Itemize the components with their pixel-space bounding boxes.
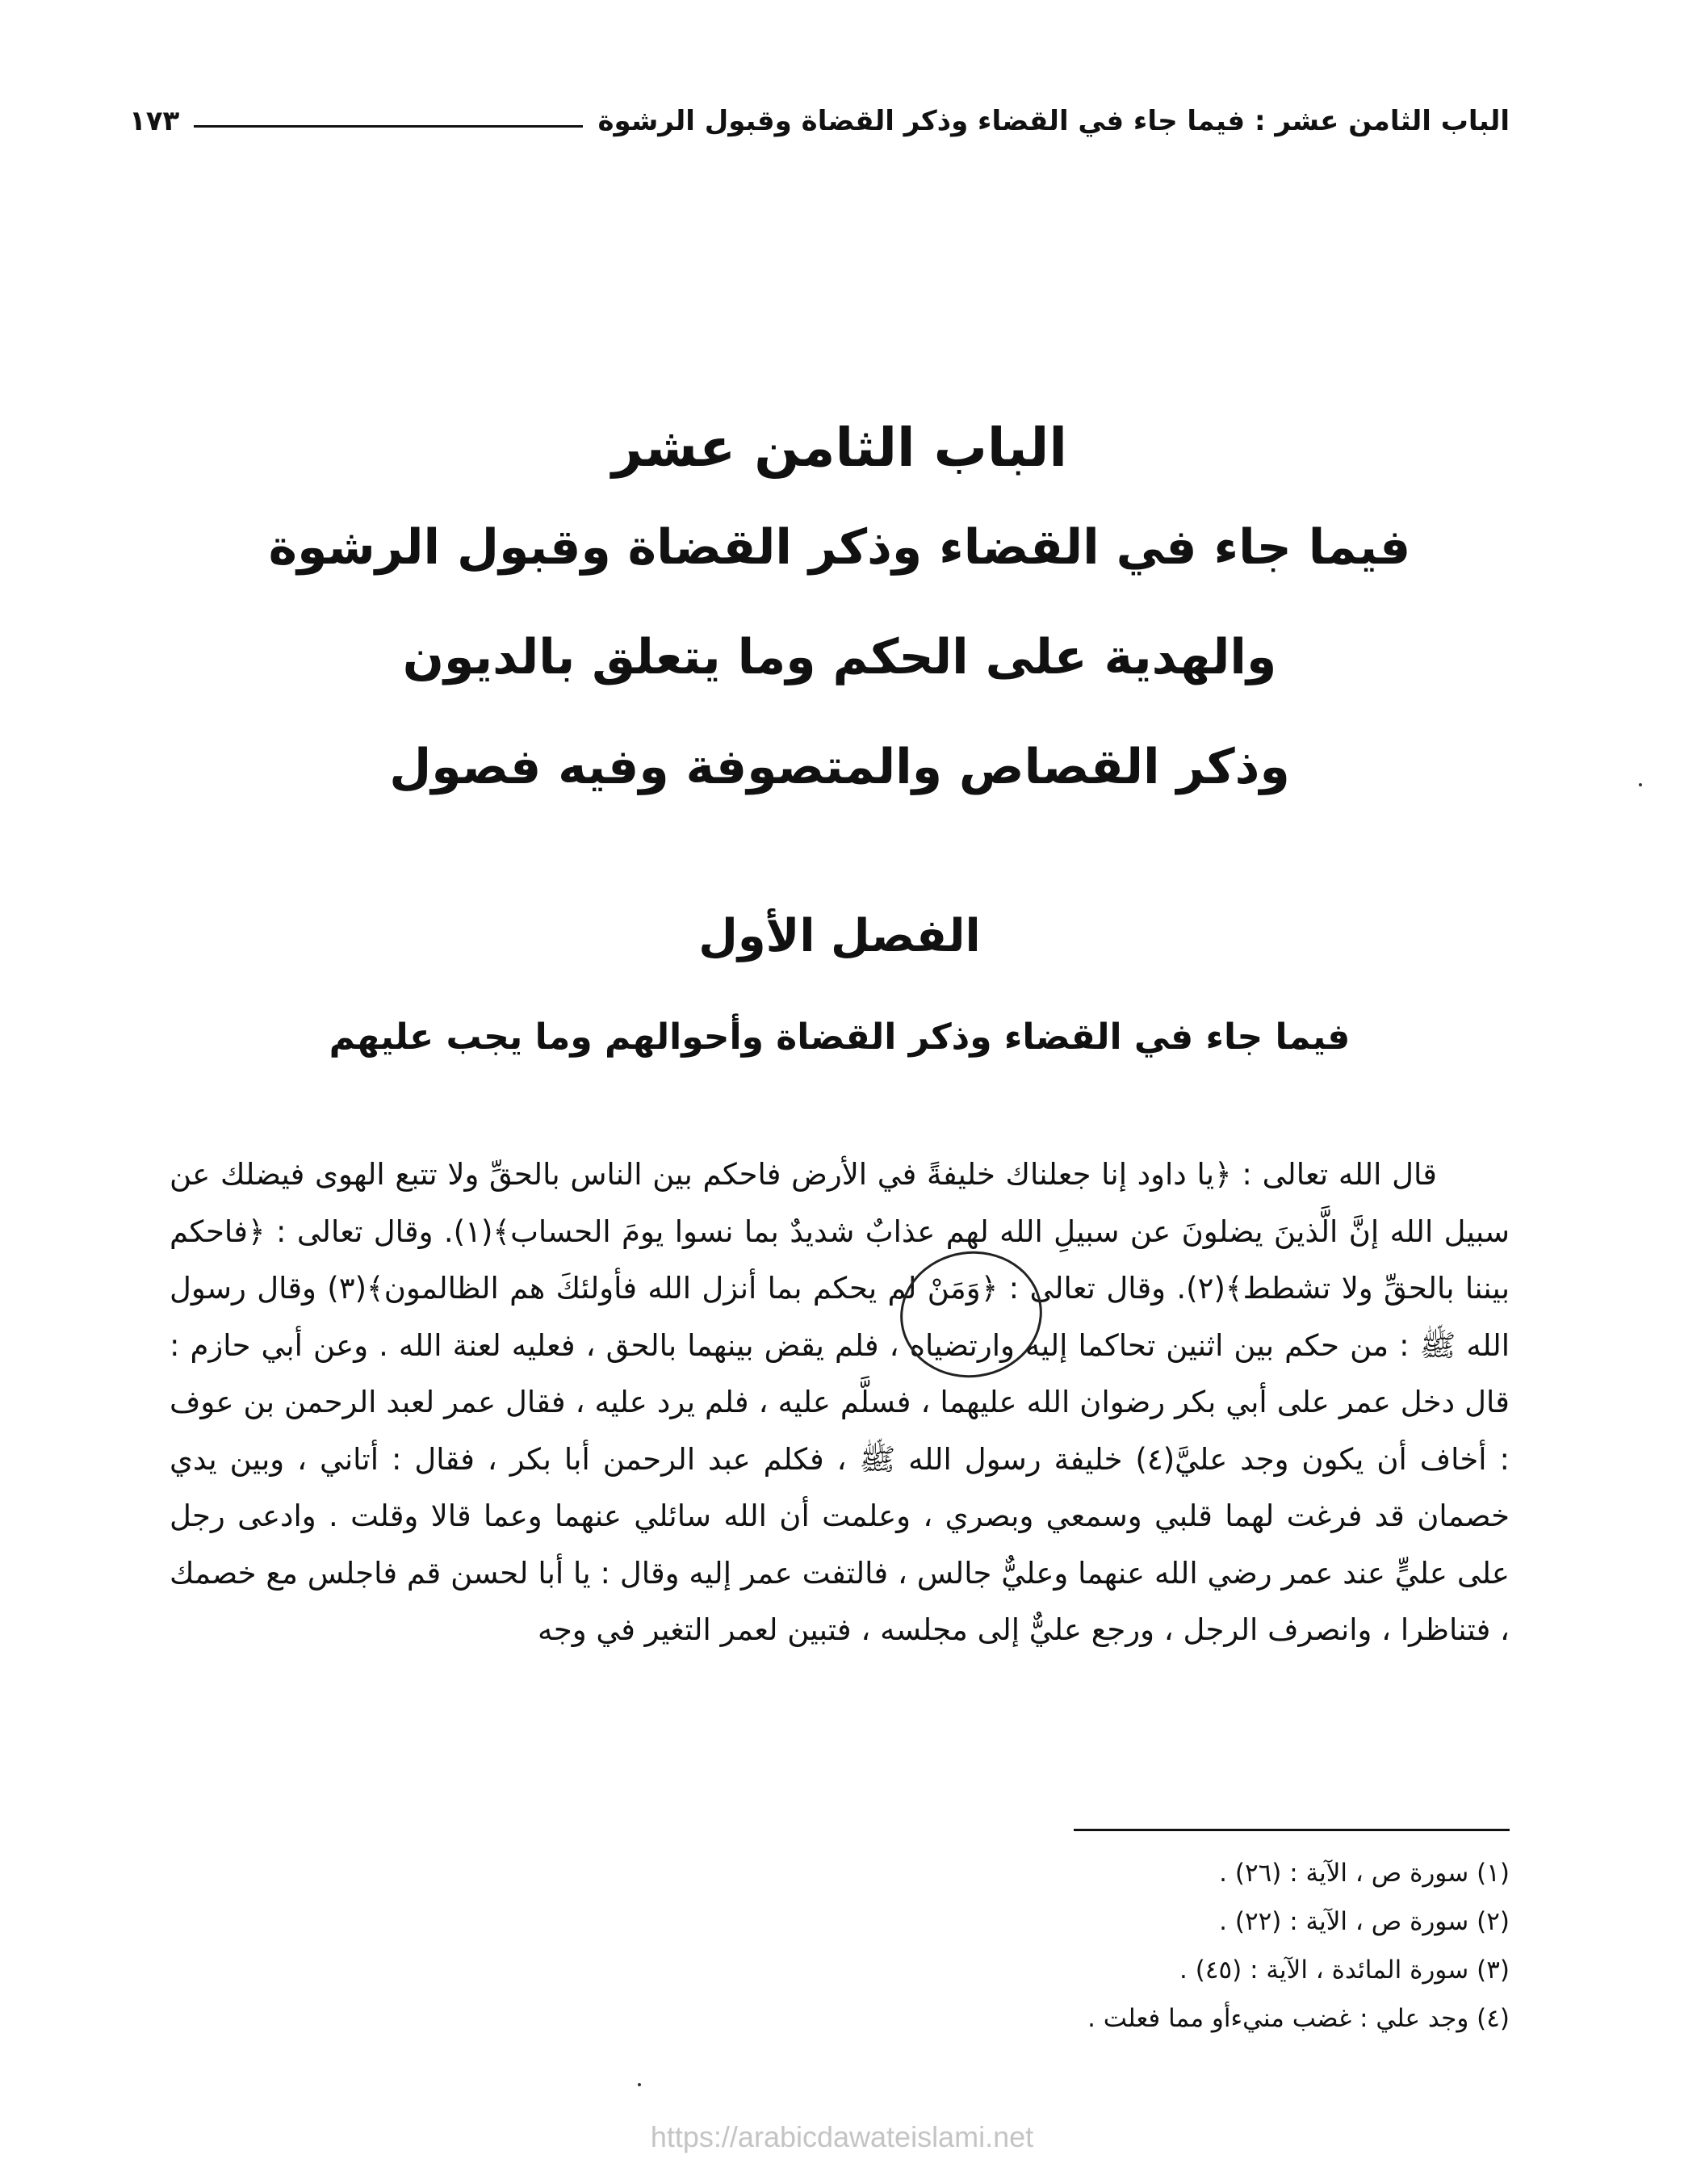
footnote-1: (١) سورة ص ، الآية : (٢٦) .	[1219, 1859, 1510, 1888]
chapter-subtitle-line-3: وذكر القصاص والمتصوفة وفيه فصول	[389, 739, 1290, 795]
footnotes	[170, 1849, 1510, 2043]
running-header-title: الباب الثامن عشر : فيما جاء في القضاء وذكر القضاة وقبول الرشوة	[597, 105, 1510, 137]
header-rule	[194, 125, 583, 128]
chapter-title: الباب الثامن عشر	[611, 417, 1068, 479]
footnote-3: (٣) سورة المائدة ، الآية : (٤٥) .	[1179, 1956, 1510, 1985]
body-text	[170, 1146, 1510, 1659]
section-title: الفصل الأول	[698, 910, 981, 962]
section-subtitle: فيما جاء في القضاء وذكر القضاة وأحوالهم وما يجب عليهم	[329, 1017, 1351, 1058]
footnote-2: (٢) سورة ص ، الآية : (٢٢) .	[1219, 1907, 1510, 1936]
page-number: ١٧٣	[129, 105, 180, 137]
scan-speck	[638, 2083, 641, 2086]
chapter-subtitle-line-1: فيما جاء في القضاء وذكر القضاة وقبول الرشوة	[268, 519, 1411, 576]
scan-speck	[1639, 783, 1642, 786]
body-paragraph: قال الله تعالى : ﴿يا داود إنا جعلناك خليفةً في الأرض فاحكم بين الناس بالحقِّ ولا تتبع الهوى فيضلك عن سبيل الله إنَّ الَّذينَ يضلونَ عن سبيلِ الله لهم عذابٌ شديدٌ بما نسوا يومَ الحساب﴾(١). وقال تعالى : ﴿فاحكم بيننا بالحقِّ ولا تشطط﴾(٢). وقال تعالى : ﴿وَمَنْ لم يحكم بما أنزل الله فأولئكَ هم الظالمون﴾(٣) وقال رسول الله ﷺ : من حكم بين اثنين تحاكما إليه وارتضياه ، فلم يقض بينهما بالحق ، فعليه لعنة الله . وعن أبي حازم : قال دخل عمر على أبي بكر رضوان الله عليهما ، فسلَّم عليه ، فلم يرد عليه ، فقال عمر لعبد الرحمن بن عوف : أخاف أن يكون وجد عليَّ(٤) خليفة رسول الله ﷺ ، فكلم عبد الرحمن أبا بكر ، فقال : أتاني ، وبين يدي خصمان قد فرغت لهما قلبي وسمعي وبصري ، وعلمت أن الله سائلي عنهما وعما قالا وقلت . وادعى رجل على عليٍّ عند عمر رضي الله عنهما وعليٌّ جالس ، فالتفت عمر إليه وقال : يا أبا لحسن قم فاجلس مع خصمك ، فتناظرا ، وانصرف الرجل ، ورجع عليٌّ إلى مجلسه ، فتبين لعمر التغير في وجه	[170, 1157, 1510, 1647]
running-header	[129, 97, 1510, 145]
footnote-4: (٤) وجد علي : غضب منيءأو مما فعلت .	[1087, 2004, 1510, 2033]
chapter-heading	[210, 404, 1469, 822]
watermark-url: https://arabicdawateislami.net	[650, 2120, 1034, 2153]
footnote-rule	[1074, 1829, 1510, 1831]
chapter-subtitle-line-2: والهدية على الحكم وما يتعلق بالديون	[402, 629, 1277, 685]
